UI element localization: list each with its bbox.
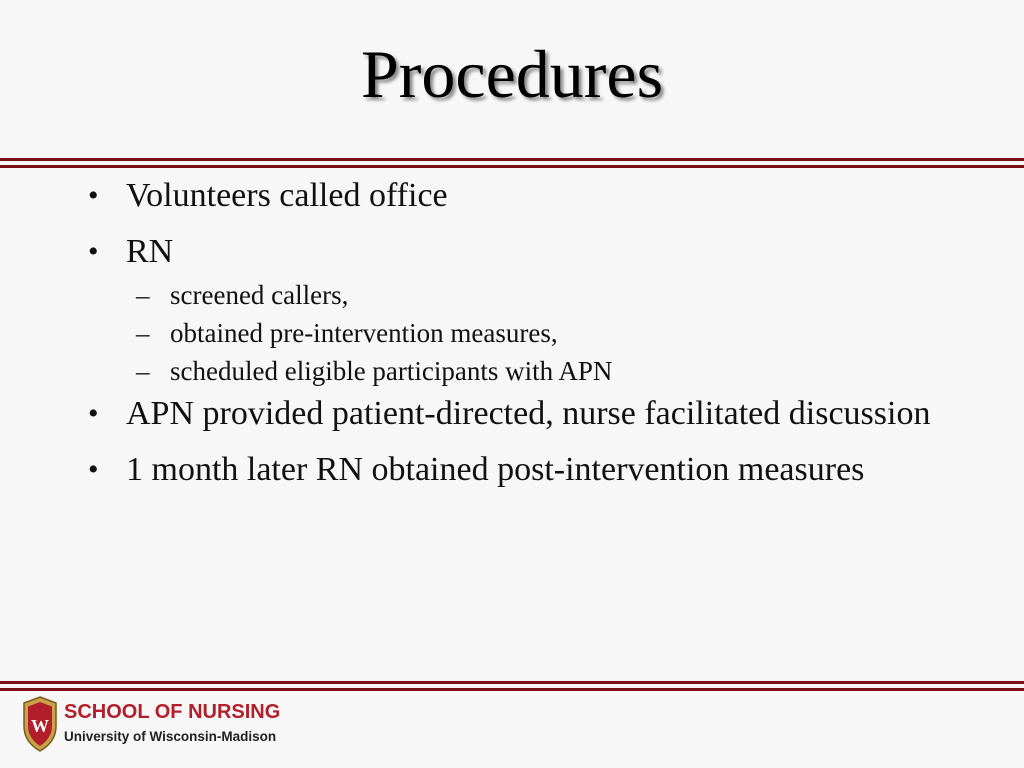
bullet-text: RN <box>126 233 174 270</box>
bullet-item <box>88 234 948 270</box>
university-name: University of Wisconsin-Madison <box>64 729 277 744</box>
sub-item-text: screened callers, <box>170 280 349 310</box>
sub-item-text: scheduled eligible participants with APN <box>170 356 613 386</box>
bullet-item <box>88 452 948 488</box>
crest-icon <box>22 696 58 752</box>
bullet-icon: • <box>88 235 99 268</box>
bullet-item <box>88 178 948 214</box>
school-name: SCHOOL OF NURSING <box>64 701 281 723</box>
dash-icon: – <box>136 318 150 348</box>
dash-icon: – <box>136 280 150 310</box>
footer-logo <box>22 696 322 756</box>
sub-item <box>88 314 948 352</box>
sub-item <box>88 276 948 314</box>
bullet-icon: • <box>88 453 99 486</box>
crest-letter: W <box>31 716 49 736</box>
slide-title: Procedures <box>360 36 664 112</box>
sub-item-text: obtained pre-intervention measures, <box>170 318 558 348</box>
bullet-item <box>88 396 948 432</box>
bullet-icon: • <box>88 179 99 212</box>
bullet-text: APN provided patient-directed, nurse facilitated discussion <box>126 395 931 432</box>
dash-icon: – <box>136 356 150 386</box>
bottom-divider <box>0 681 1024 691</box>
bullet-text: Volunteers called office <box>126 177 448 214</box>
bullet-icon: • <box>88 397 99 430</box>
top-divider <box>0 158 1024 168</box>
bullet-text: 1 month later RN obtained post-intervention measures <box>126 451 865 488</box>
sub-list <box>88 276 948 390</box>
sub-item <box>88 352 948 390</box>
slide-body <box>88 178 948 508</box>
